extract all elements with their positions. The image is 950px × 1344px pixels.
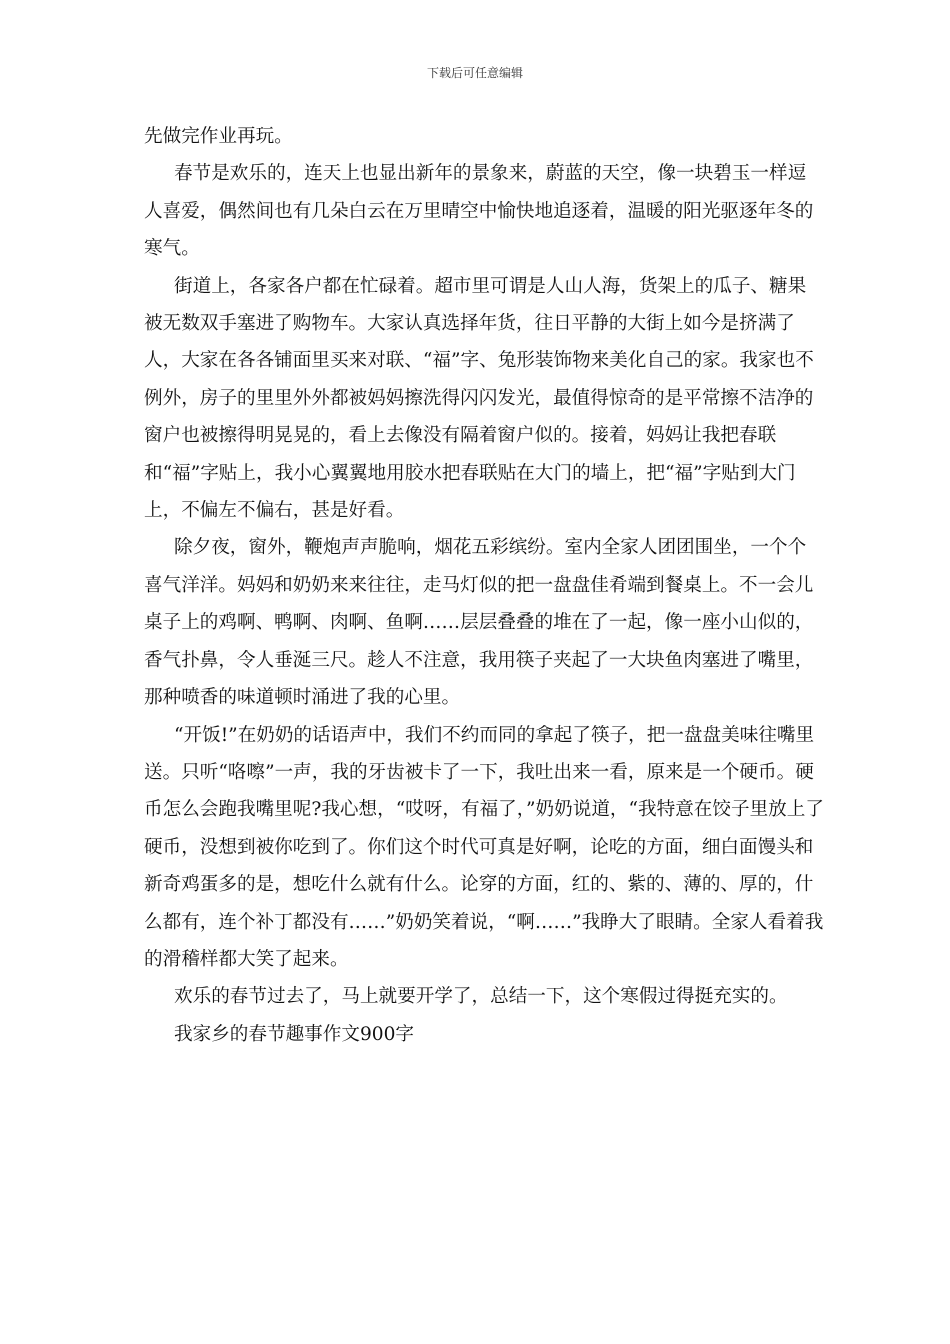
paragraph-sky: 春节是欢乐的，连天上也显出新年的景象来，蔚蓝的天空，像一块碧玉一样逗人喜爱，偶然间也有几朵白云在万里晴空中愉快地追逐着，温暖的阳光驱逐年冬的寒气。 xyxy=(144,163,814,260)
paragraph-street: 街道上，各家各户都在忙碌着。超市里可谓是人山人海，货架上的瓜子、糖果被无数双手塞进了购物车。大家认真选择年货，往日平静的大街上如今是挤满了人，大家在各各铺面里买来对联、“福”字、兔形装饰物来美化自己的家。我家也不例外，房子的里里外外都被妈妈擦洗得闪闪发光，最值得惊奇的是平常擦不洁净的窗户也被擦得明晃晃的，看上去像没有隔着窗户似的。接着，妈妈让我把春联和“福”字贴上，我小心翼翼地用胶水把春联贴在大门的墙上，把“福”字贴到大门上，不偏左不偏右，甚是好看。 xyxy=(144,275,814,522)
paragraph-continuation: 先做完作业再玩。 xyxy=(144,126,293,147)
essay-title-line: 我家乡的春节趣事作文900字 xyxy=(174,1023,415,1045)
paragraph-new-years-eve: 除夕夜，窗外，鞭炮声声脆响，烟花五彩缤纷。室内全家人团团围坐，一个个喜气洋洋。妈妈和奶奶来来往往，走马灯似的把一盘盘佳肴端到餐桌上。不一会儿桌子上的鸡啊、鸭啊、肉啊、鱼啊……层层叠叠的堆在了一起，像一座小山似的，香气扑鼻，令人垂涎三尺。趁人不注意，我用筷子夹起了一大块鱼肉塞进了嘴里，那种喷香的味道顿时涌进了我的心里。 xyxy=(144,537,814,709)
page-header: 下载后可任意编辑 xyxy=(426,66,523,80)
document-body xyxy=(144,118,824,1053)
paragraph-dinner: “开饭!”在奶奶的话语声中，我们不约而同的拿起了筷子，把一盘盘美味往嘴里送。只听“咯嚓”一声，我的牙齿被卡了一下，我吐出来一看，原来是一个硬币。硬币怎么会跑我嘴里呢?我心想，“哎呀，有福了，”奶奶说道，“我特意在饺子里放上了硬币，没想到被你吃到了。你们这个时代可真是好啊，论吃的方面，细白面馒头和新奇鸡蛋多的是，想吃什么就有什么。论穿的方面，红的、紫的、薄的、厚的，什么都有，连个补丁都没有……”奶奶笑着说，“啊……”我睁大了眼睛。全家人看着我的滑稽样都大笑了起来。 xyxy=(144,724,824,970)
paragraph-conclusion: 欢乐的春节过去了，马上就要开学了，总结一下，这个寒假过得挺充实的。 xyxy=(174,986,788,1008)
